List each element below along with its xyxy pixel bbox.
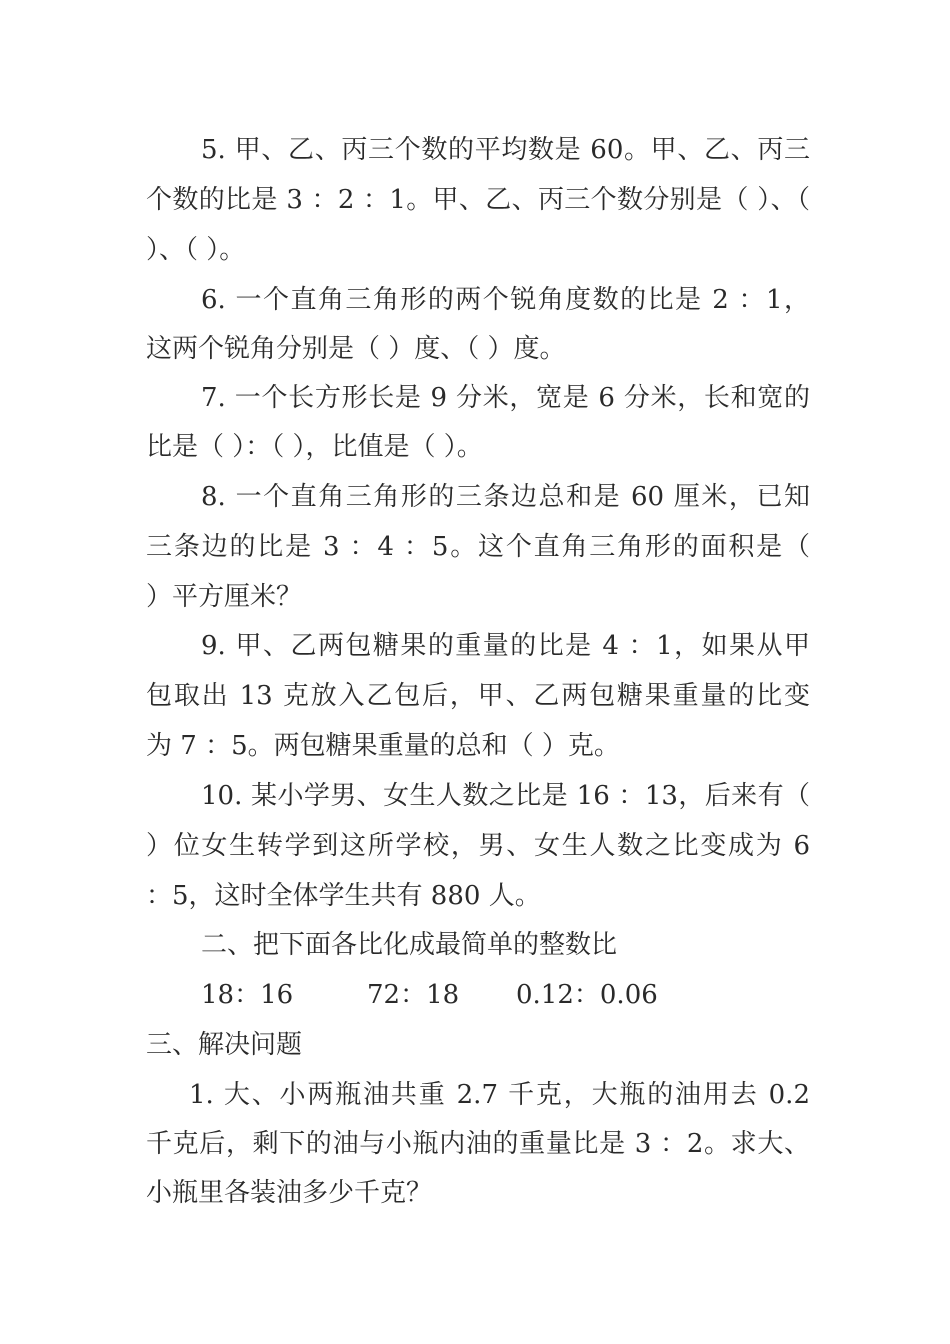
question-9-line-3: 为 7 ：5。两包糖果重量的总和（ ）克。 (146, 731, 620, 761)
question-10-line-2: ）位女生转学到这所学校，男、女生人数之比变成为 6 (146, 831, 810, 861)
problem-1-line-1: 1. 大、小两瓶油共重 2.7 千克，大瓶的油用去 0.2 (189, 1080, 810, 1110)
section-2-heading: 二、把下面各比化成最简单的整数比 (201, 930, 618, 960)
ratio-item-1: 18：16 (201, 980, 294, 1010)
question-7-line-2: 比是（ ）：（ ），比值是（ ）。 (146, 432, 483, 462)
question-8-line-2: 三条边的比是 3 ：4 ：5。这个直角三角形的面积是（ (146, 532, 810, 562)
problem-1-line-3: 小瓶里各装油多少千克？ (146, 1178, 433, 1208)
question-5-line-3: ）、（ ）。 (146, 235, 246, 265)
section-3-heading: 三、解决问题 (146, 1030, 303, 1060)
question-10-line-1: 10. 某小学男、女生人数之比是 16 ：13，后来有（ (201, 781, 810, 811)
question-8-line-3: ）平方厘米？ (146, 582, 303, 612)
question-6-line-1: 6. 一个直角三角形的两个锐角度数的比是 2 ：1， (201, 285, 810, 315)
question-9-line-2: 包取出 13 克放入乙包后，甲、乙两包糖果重量的比变 (146, 681, 810, 711)
question-8-line-1: 8. 一个直角三角形的三条边总和是 60 厘米，已知 (201, 482, 810, 512)
question-6-line-2: 这两个锐角分别是（ ）度、（ ）度。 (146, 334, 566, 364)
ratio-item-2: 72：18 (367, 980, 460, 1010)
question-10-line-3: ：5，这时全体学生共有 880 人。 (146, 881, 541, 911)
problem-1-line-2: 千克后，剩下的油与小瓶内油的重量比是 3 ：2。求大、 (146, 1129, 810, 1159)
question-9-line-1: 9. 甲、乙两包糖果的重量的比是 4 ：1，如果从甲 (201, 631, 810, 661)
ratio-item-3: 0.12：0.06 (516, 980, 658, 1010)
question-5-line-1: 5. 甲、乙、丙三个数的平均数是 60。甲、乙、丙三 (201, 135, 810, 165)
question-5-line-2: 个数的比是 3 ：2 ：1。甲、乙、丙三个数分别是（ ）、（ (146, 185, 810, 215)
section-2-ratios (201, 974, 810, 1016)
question-7-line-1: 7. 一个长方形长是 9 分米，宽是 6 分米，长和宽的 (201, 383, 810, 413)
